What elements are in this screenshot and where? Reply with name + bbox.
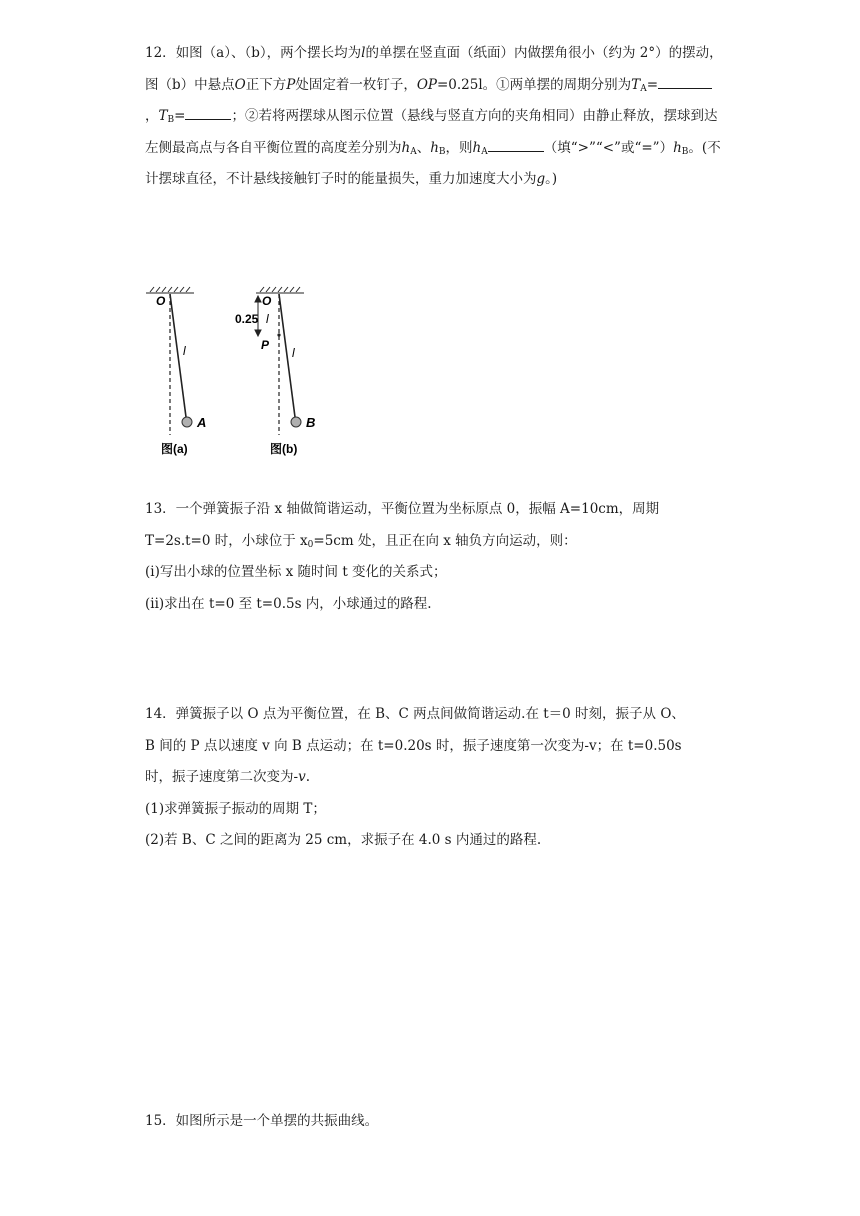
text: 。(不计摆球直径，不计悬线接触钉子时的能量损失，重力加速度大小为: [145, 139, 721, 187]
label-distance: 0.25: [235, 312, 259, 326]
text: 处固定着一枚钉子，: [295, 76, 417, 93]
symbol-l: l: [361, 45, 366, 61]
text: 时，振子速度第二次变为-: [145, 769, 299, 785]
pendulum-bob: [291, 417, 301, 427]
text: =: [174, 108, 186, 124]
question-13-line: [145, 526, 725, 558]
text: 如图（a）、（b），两个摆长均为: [175, 45, 362, 61]
text: =5cm 处，且正在向 x 轴负方向运动，则：: [313, 532, 577, 549]
label-length: l: [292, 346, 295, 360]
question-12: [145, 38, 725, 196]
label-ball-B: B: [306, 415, 316, 430]
question-14-line: [145, 762, 725, 794]
answer-blank-TB[interactable]: [185, 106, 231, 121]
text: =: [646, 76, 658, 93]
subscript-A: A: [640, 83, 647, 94]
label-O: O: [156, 294, 166, 308]
symbol-P: P: [286, 76, 296, 93]
symbol-v: v: [298, 769, 306, 785]
symbol-h: h: [673, 139, 682, 156]
text: （填“>”“<”或“=”）: [543, 139, 674, 156]
subscript-B: B: [681, 146, 689, 157]
question-12-text: [145, 38, 725, 196]
text: 的单摆在竖直面（纸面）内做摆角很小（约为 2°）的摆动，图（b）中悬点: [145, 45, 723, 93]
label-distance-l: l: [266, 312, 269, 326]
text: 、: [416, 139, 431, 156]
text: =0.25l。①两单摆的周期分别为: [436, 76, 632, 93]
text: 。): [545, 171, 558, 187]
text: ；②若将两摆球从图示位置（悬线与竖直方向的夹角相同）由静止释放，摆球到达左侧最高点与各自平衡位置的高度差分别为: [145, 108, 718, 156]
question-13-line: 13．一个弹簧振子沿 x 轴做简谐运动，平衡位置为坐标原点 0，振幅 A=10cm，周期: [145, 501, 660, 517]
label-ball-A: A: [197, 415, 207, 430]
figure-caption-b: 图(b): [270, 442, 298, 456]
text: ，: [145, 108, 159, 124]
ceiling-hatch: [146, 287, 194, 293]
symbol-O: O: [234, 76, 246, 93]
text: T=2s.t=0 时，小球位于 x: [145, 532, 308, 549]
question-15: [145, 1106, 725, 1138]
text: .: [305, 769, 310, 785]
subscript-A: A: [410, 146, 417, 157]
question-14: [145, 699, 725, 857]
figure-caption-a: 图(a): [161, 442, 188, 456]
subscript-B: B: [167, 115, 175, 125]
sub-question-ii: (ii)求出在 t=0 至 t=0.5s 内，小球通过的路程.: [145, 595, 432, 612]
answer-blank-compare[interactable]: [488, 137, 544, 152]
symbol-h: h: [430, 139, 439, 156]
figure-a: [146, 287, 206, 456]
sub-question-1: (1)求弹簧振子振动的周期 T；: [145, 800, 326, 817]
question-14-line: 14．弹簧振子以 O 点为平衡位置，在 B、C 两点间做简谐运动.在 t＝0 时刻，振子从 O、: [145, 706, 685, 722]
pendulum-figures: [140, 283, 320, 463]
sub-question-i: (i)写出小球的位置坐标 x 随时间 t 变化的关系式；: [145, 564, 447, 580]
symbol-T: T: [158, 108, 168, 124]
question-14-line: B 间的 P 点以速度 v 向 B 点运动；在 t=0.20s 时，振子速度第一次变为-v；在 t=0.50s: [145, 737, 682, 754]
subscript-A: A: [481, 146, 488, 157]
symbol-OP: OP: [416, 76, 437, 93]
label-length: l: [183, 344, 186, 358]
text: 正下方: [245, 76, 287, 93]
question-15-line: 15．如图所示是一个单摆的共振曲线。: [145, 1113, 379, 1129]
answer-blank-TA[interactable]: [658, 74, 712, 89]
subscript-0: 0: [307, 539, 314, 550]
question-13: [145, 494, 725, 620]
pendulum-bob: [182, 417, 192, 427]
label-P: P: [261, 338, 270, 352]
sub-question-2: (2)若 B、C 之间的距离为 25 cm，求振子在 4.0 s 内通过的路程.: [145, 832, 542, 848]
subscript-B: B: [438, 146, 446, 157]
symbol-T: T: [631, 76, 641, 93]
symbol-h: h: [472, 139, 482, 156]
symbol-g: g: [536, 171, 546, 187]
figure-b: [235, 287, 315, 456]
ceiling-hatch: [256, 287, 304, 293]
label-O: O: [262, 294, 272, 308]
question-number: 12．: [145, 45, 176, 61]
symbol-h: h: [401, 139, 411, 156]
text: ，则: [445, 139, 473, 156]
